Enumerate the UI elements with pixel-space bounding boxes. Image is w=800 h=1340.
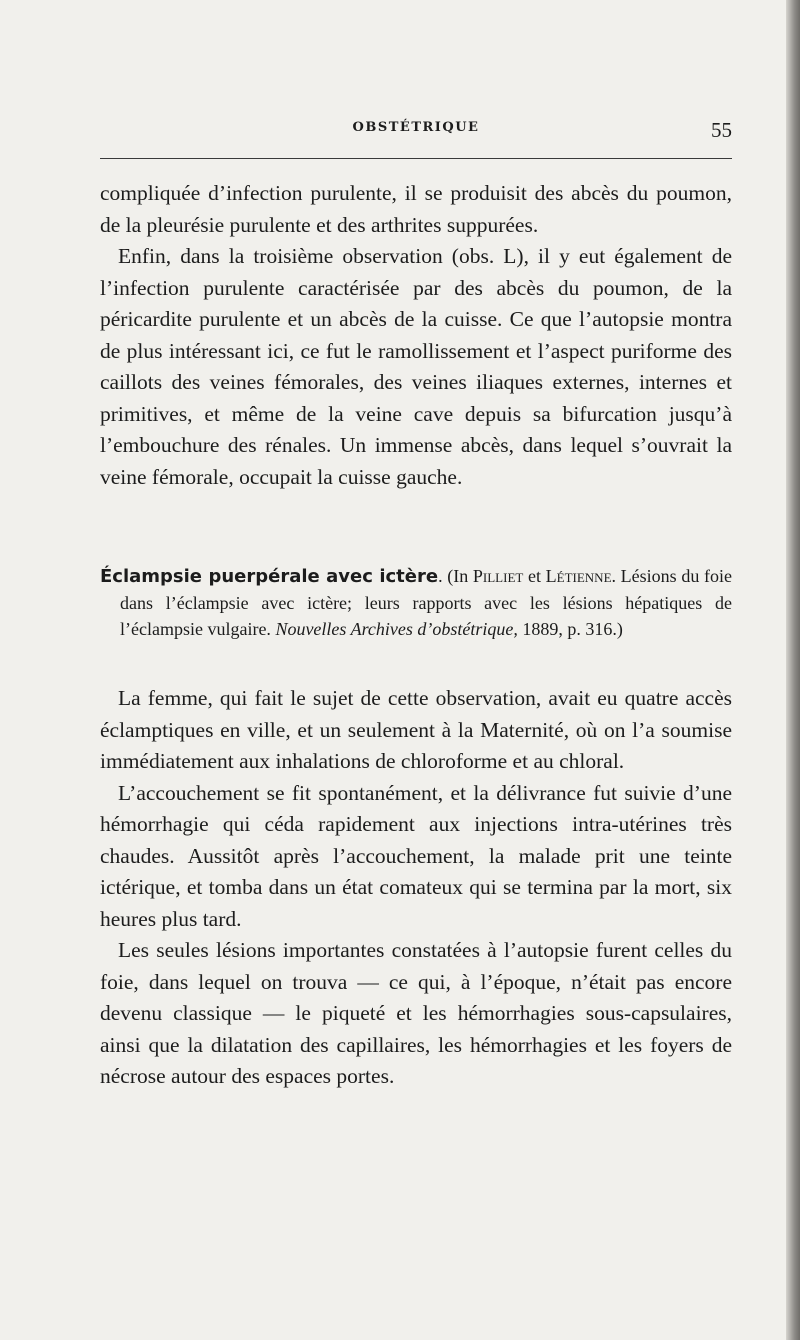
citation-paragraph bbox=[100, 563, 732, 642]
page-number: 55 bbox=[711, 118, 732, 142]
citation-article-title: . Lésions du foie dans l’éclampsie avec ictère; leurs rapports avec les lésions hépatiques de l’éclampsie vulgaire. bbox=[120, 566, 732, 639]
citation-author-1: Pilliet bbox=[472, 566, 524, 586]
citation-journal: Nouvelles Archives d’obstétrique, bbox=[275, 619, 518, 639]
citation-year-page: 1889, p. 316.) bbox=[517, 619, 623, 639]
paragraph-lesions: Les seules lésions importantes constatées à l’autopsie furent celles du foie, dans lequel on trouva — ce qui, à l’époque, n’était pas encore devenu classique — le piqueté et les hémorrhagies sous-capsulaires, ainsi que la dilatation des capillaires, les hémorrhagies et les foyers de nécrose autour des espaces portes. bbox=[100, 938, 732, 1088]
running-header bbox=[100, 118, 732, 142]
paragraph-continuation: compliquée d’infection purulente, il se produisit des abcès du poumon, de la pleurésie purulente et des arthrites suppurées. bbox=[100, 181, 732, 237]
header-rule bbox=[100, 158, 732, 159]
citation-and: et bbox=[523, 566, 546, 586]
citation-author-2: Létienne bbox=[545, 566, 612, 586]
scan-page-edge bbox=[786, 0, 800, 1340]
paragraph-third-observation: Enfin, dans la troisième observation (obs. L), il y eut également de l’infection purulente caractérisée par des abcès du poumon, de la péricardite purulente et un abcès de la cuisse. Ce que l’autopsie montra de plus intéressant ici, ce fut le ramollissement et l’aspect puriforme des caillots des veines fémorales, des veines iliaques externes, internes et primitives, et même de la veine cave depuis sa bifurcation jusqu’à l’embouchure des rénales. Un immense abcès, dans lequel s’ouvrait la veine fémorale, occupait la cuisse gauche. bbox=[100, 244, 732, 489]
text-block-continuation bbox=[100, 178, 732, 493]
text-block-observation bbox=[100, 683, 732, 1093]
paragraph-woman: La femme, qui fait le sujet de cette observation, avait eu quatre accès éclamptiques en ville, et un seulement à la Maternité, où on l’a soumise immédiatement aux inhalations de chloroforme et au chloral. bbox=[100, 686, 732, 773]
running-title: OBSTÉTRIQUE bbox=[352, 120, 480, 135]
book-page bbox=[100, 0, 732, 1340]
observation-title: Éclampsie puerpérale avec ictère bbox=[100, 566, 439, 587]
citation-in: . (In bbox=[438, 566, 473, 586]
observation-citation bbox=[100, 563, 732, 642]
paragraph-delivery: L’accouchement se fit spontanément, et la délivrance fut suivie d’une hémorrhagie qui céda rapidement aux injections intra-utérines très chaudes. Aussitôt après l’accouchement, la malade prit une teinte ictérique, et tomba dans un état comateux qui se termina par la mort, six heures plus tard. bbox=[100, 780, 732, 931]
